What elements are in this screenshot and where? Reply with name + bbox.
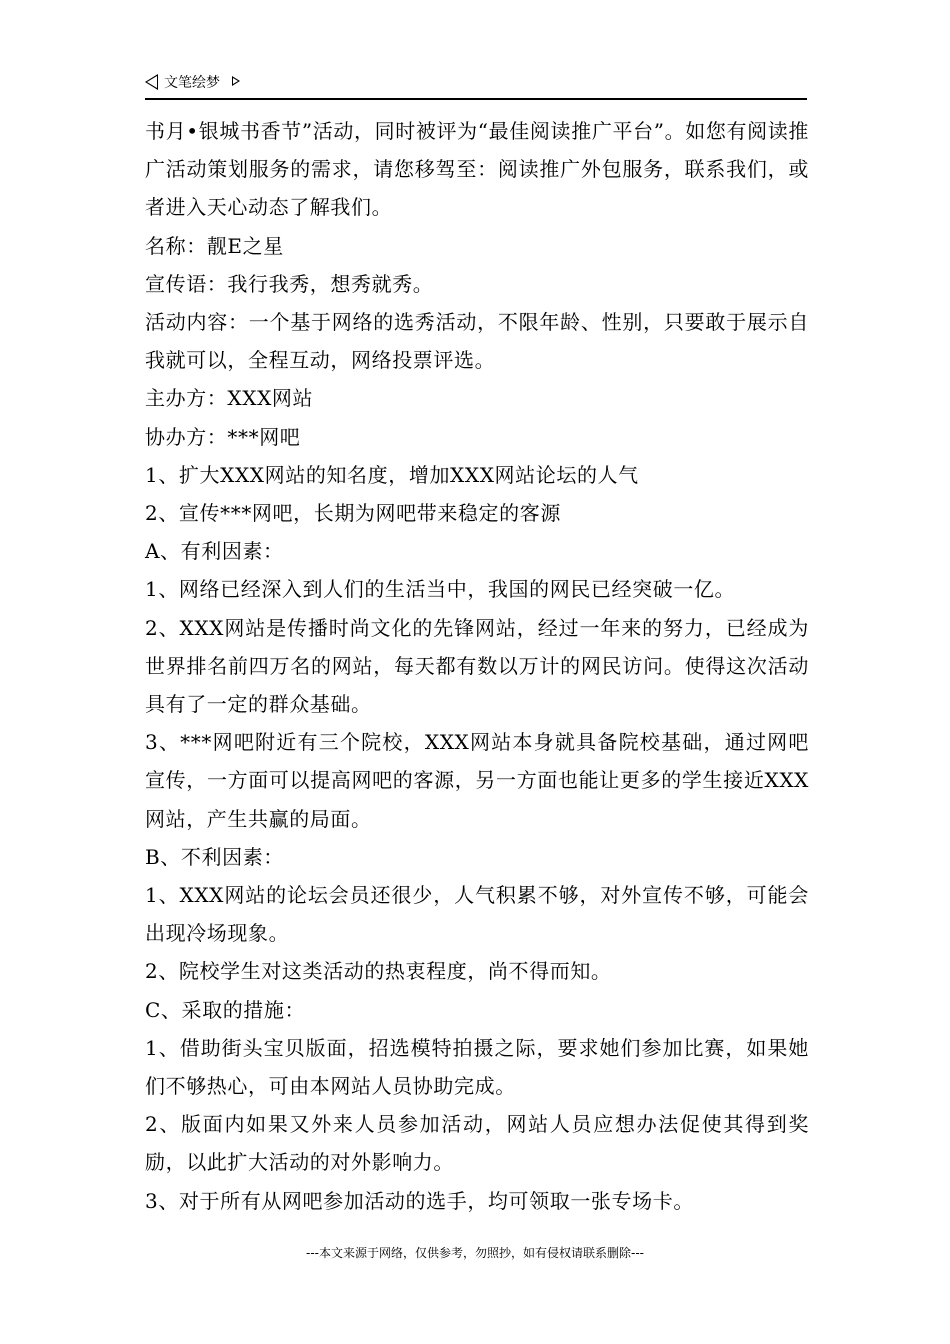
- paragraph: 书月•银城书香节”活动，同时被评为“最佳阅读推广平台”。如您有阅读推广活动策划服务的需求，请您移驾至：阅读推广外包服务，联系我们，或者进入天心动态了解我们。: [145, 119, 809, 220]
- footer-notice: ---本文来源于网络，仅供参考，勿照抄，如有侵权请联系删除---: [306, 1246, 644, 1260]
- paragraph: 2、XXX网站是传播时尚文化的先锋网站，经过一年来的努力，已经成为世界排名前四万名的网站，每天都有数以万计的网民访问。使得这次活动具有了一定的群众基础。: [145, 615, 809, 717]
- triangle-right-icon: [232, 76, 240, 86]
- paragraph: 协办方：***网吧: [145, 424, 301, 449]
- paragraph: 1、扩大XXX网站的知名度，增加XXX网站论坛的人气: [145, 462, 639, 487]
- paragraph: 主办方：XXX网站: [145, 386, 314, 411]
- triangle-left-icon: [145, 74, 158, 90]
- header-brand: 文笔绘梦: [164, 75, 220, 91]
- paragraph: 活动内容：一个基于网络的选秀活动，不限年龄、性别，只要敢于展示自我就可以，全程互动，网络投票评选。: [145, 310, 809, 373]
- paragraph: 名称：靓E之星: [145, 233, 284, 258]
- paragraph: 2、版面内如果又外来人员参加活动，网站人员应想办法促使其得到奖励，以此扩大活动的对外影响力。: [145, 1112, 809, 1175]
- paragraph: 2、宣传***网吧，长期为网吧带来稳定的客源: [145, 501, 561, 526]
- paragraph: B、不利因素：: [145, 844, 284, 869]
- paragraph: 1、网络已经深入到人们的生活当中，我国的网民已经突破一亿。: [145, 577, 736, 602]
- paragraph: A、有利因素：: [145, 539, 284, 564]
- paragraph: 1、借助街头宝贝版面，招选模特拍摄之际，要求她们参加比赛，如果她们不够热心，可由本网站人员协助完成。: [145, 1035, 809, 1099]
- paragraph: 宣传语：我行我秀，想秀就秀。: [145, 271, 434, 296]
- paragraph: 3、对于所有从网吧参加活动的选手，均可领取一张专场卡。: [145, 1188, 694, 1213]
- document-body: [145, 112, 809, 1220]
- page-header: [145, 72, 807, 100]
- paragraph: C、采取的措施：: [145, 997, 306, 1022]
- paragraph: 2、院校学生对这类活动的热衷程度，尚不得而知。: [145, 959, 612, 984]
- paragraph: 3、***网吧附近有三个院校，XXX网站本身就具备院校基础，通过网吧宣传，一方面可以提高网吧的客源，另一方面也能让更多的学生接近XXX网站，产生共赢的局面。: [145, 730, 809, 831]
- paragraph: 1、XXX网站的论坛会员还很少，人气积累不够，对外宣传不够，可能会出现冷场现象。: [145, 883, 809, 946]
